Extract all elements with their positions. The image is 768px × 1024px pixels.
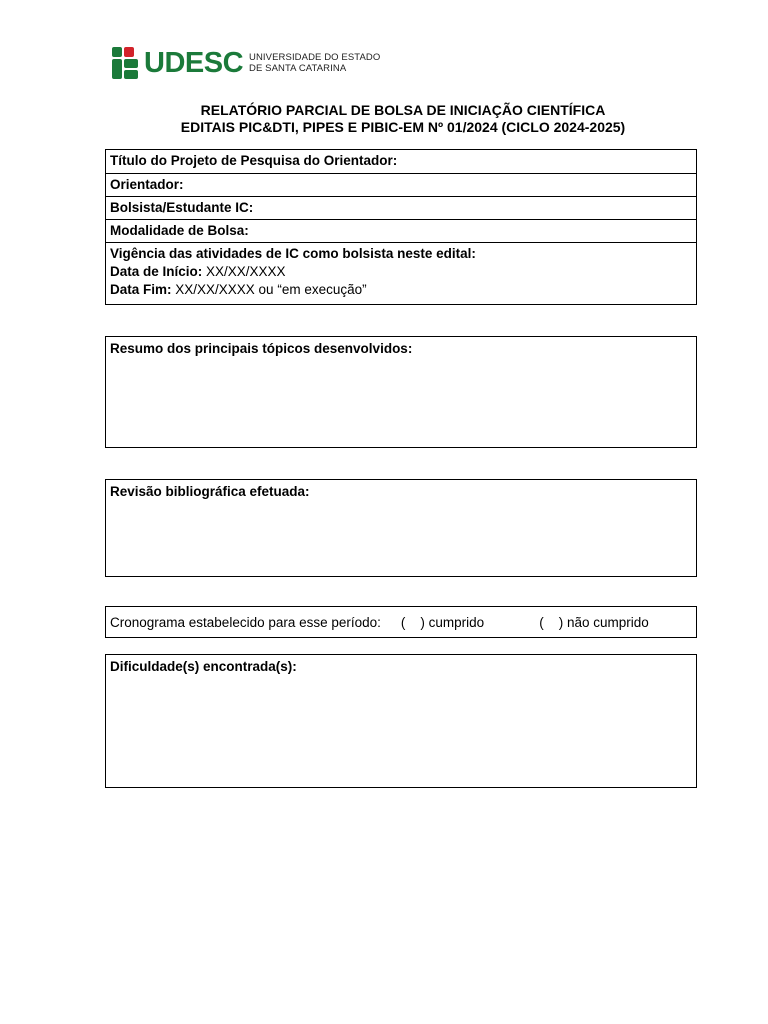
- logo-subtitle-line1: UNIVERSIDADE DO ESTADO: [249, 52, 381, 63]
- cronograma-row: [106, 607, 696, 637]
- orientador-row: Orientador:: [106, 174, 696, 197]
- report-title-line2: EDITAIS PIC&DTI, PIPES E PIBIC-EM Nº 01/2024 (CICLO 2024-2025): [180, 119, 626, 135]
- data-inicio-value: XX/XX/XXXX: [202, 264, 286, 279]
- data-inicio-label: Data de Início:: [110, 264, 203, 279]
- bolsista-row: Bolsista/Estudante IC:: [106, 197, 696, 220]
- modalidade-row: Modalidade de Bolsa:: [106, 220, 696, 243]
- vigencia-row: [106, 243, 696, 304]
- vigencia-label: Vigência das atividades de IC como bolsista neste edital:: [110, 246, 476, 261]
- logo-subtitle-line2: DE SANTA CATARINA: [249, 63, 347, 74]
- data-inicio-line: [110, 263, 692, 281]
- data-fim-value: XX/XX/XXXX ou “em execução”: [171, 282, 367, 297]
- resumo-box[interactable]: [105, 336, 697, 448]
- revisao-box[interactable]: [105, 479, 697, 577]
- logo-subtitle: [249, 52, 380, 74]
- udesc-logo: [112, 46, 380, 80]
- logo-text: UDESC: [144, 47, 244, 79]
- info-table: [105, 149, 697, 305]
- revisao-label: Revisão bibliográfica efetuada:: [110, 484, 310, 499]
- report-title-line1: RELATÓRIO PARCIAL DE BOLSA DE INICIAÇÃO CIENTÍFICA: [200, 102, 606, 118]
- cronograma-label: Cronograma estabelecido para esse período:: [110, 614, 381, 630]
- dificuldades-box[interactable]: [105, 654, 697, 788]
- cronograma-box: [105, 606, 697, 638]
- option-nao-cumprido[interactable]: ( ) não cumprido: [539, 614, 649, 630]
- udesc-logo-mark-icon: [112, 47, 140, 79]
- data-fim-line: [110, 281, 692, 299]
- resumo-label: Resumo dos principais tópicos desenvolvidos:: [110, 341, 413, 356]
- data-fim-label: Data Fim:: [110, 282, 172, 297]
- dificuldades-label: Dificuldade(s) encontrada(s):: [110, 659, 297, 674]
- option-cumprido[interactable]: ( ) cumprido: [400, 614, 485, 630]
- projeto-row: Título do Projeto de Pesquisa do Orientador:: [106, 150, 696, 174]
